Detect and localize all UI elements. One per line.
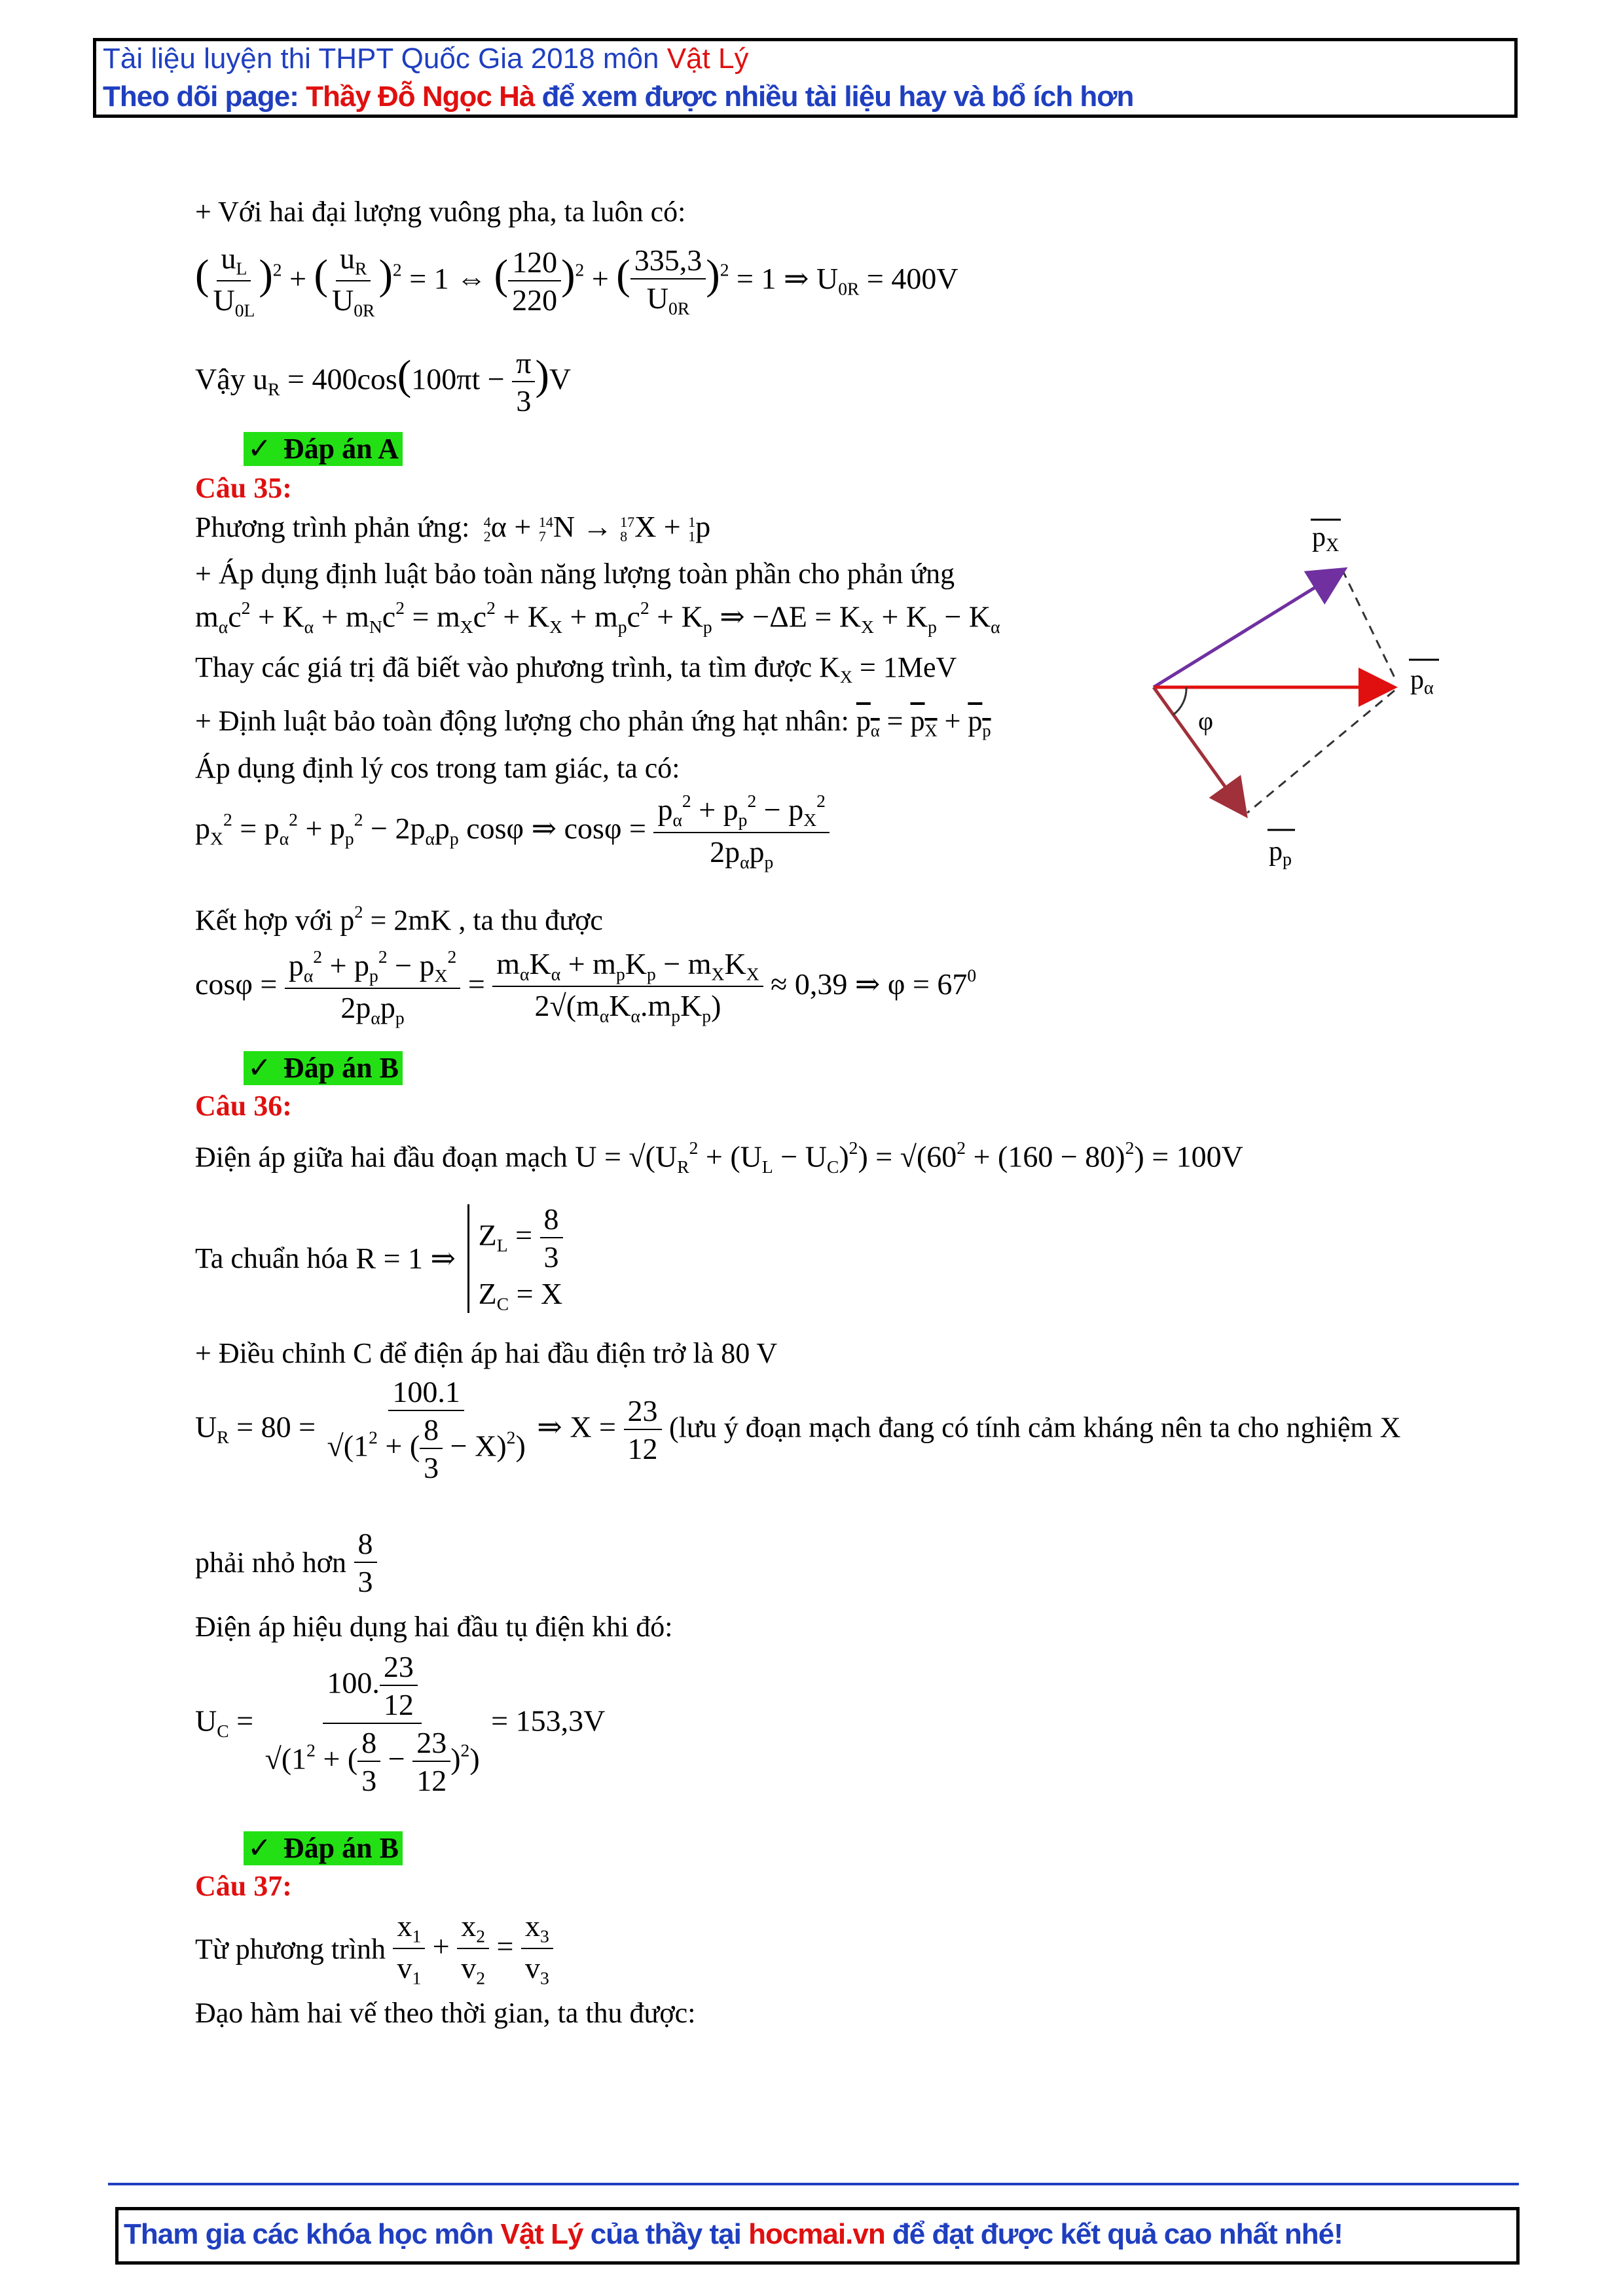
equation-x-over-v: Từ phương trình $\frac{x_1}{v_1}$ + $\frac{x_2}{v_2}$ = $\frac{x_3}{v_3}$ bbox=[195, 1911, 553, 1988]
site-link[interactable]: hocmai.vn bbox=[748, 2218, 885, 2250]
text-line: + Với hai đại lượng vuông pha, ta luôn có: bbox=[195, 196, 686, 228]
equation-energy: $m_\alpha c^2 + K_\alpha + m_Nc^2 = m_Xc^2 + K_X + m_pc^2 + K_p$ ⇒ $-\Delta E = K_X + K_p - K_\alpha$ bbox=[195, 598, 1000, 637]
header-line-1: Tài liệu luyện thi THPT Quốc Gia 2018 môn Vật Lý bbox=[103, 43, 749, 75]
equation-normalize: Ta chuẩn hóa R = 1 ⇒ $Z_L$ = $\frac{8}{3}$ $Z_C = X$ bbox=[195, 1202, 563, 1314]
dashed-line bbox=[1342, 569, 1395, 677]
question-title: Câu 37: bbox=[195, 1870, 292, 1902]
teacher-link[interactable]: Thầy Đỗ Ngọc Hà bbox=[306, 81, 535, 113]
check-icon: ✓ bbox=[247, 1051, 272, 1085]
footer-text: Tham gia các khóa học môn Vật Lý của thầy tại hocmai.vn để đạt được kết quả cao nhất nhé! bbox=[124, 2218, 1343, 2250]
page-footer bbox=[115, 2207, 1520, 2265]
equation-U: Điện áp giữa hai đầu đoạn mạch $U = √(U_R^2 + (U_L - U_C)^2) = √(60^2 + (160 - 80)^2) = 100V$ bbox=[195, 1138, 1243, 1177]
vector-pX bbox=[1154, 571, 1342, 687]
label-pp: pp bbox=[1269, 836, 1292, 870]
momentum-vector-diagram bbox=[1126, 511, 1467, 877]
equation-cos-law: $p_X^2 = p_\alpha^2 + p_p^2 - 2p_\alpha p_p$ cosφ ⇒ cosφ = $p_\alpha^2 + p_p^2 - p_X^2$ $2p_\alpha p_p$ bbox=[195, 792, 830, 871]
header-line-2: Theo dõi page: Thầy Đỗ Ngọc Hà để xem được nhiều tài liệu hay và bổ ích hơn bbox=[103, 81, 1134, 113]
text-line: phải nhỏ hơn $\frac{8}{3}$ bbox=[195, 1529, 377, 1597]
dashed-line bbox=[1247, 691, 1395, 813]
equation-UR80: $U_R = 80$ = 100.1 $√(1^2$ + ( $\frac{8}{3}$ − X)$^2$) ⇒ X = $\frac{23}{12}$ (lưu ý đoạn mạch đang có tính cảm kháng nên ta cho nghiệm X bbox=[195, 1375, 1401, 1484]
question-title: Câu 36: bbox=[195, 1090, 292, 1122]
text-line: Đạo hàm hai vế theo thời gian, ta thu được: bbox=[195, 1997, 696, 2029]
equation-UC: $U_C$ = 100. $\frac{23}{12}$ $√(1^2$ + ( $\frac{8}{3}$ − $\frac{23}{12}$ )$^2$) = 153,3V bbox=[195, 1650, 606, 1797]
page-header bbox=[93, 38, 1518, 118]
equation-quadrature: ( $\frac{u_L}{U_{0L}}$ )$^2$ + ( $\frac{u_R}{U_{0R}}$ )$^2$ = 1 ⇔ ( $\frac{120}{220}$ )$^2$ + ( $\frac{335,3}{U_{0R}}$ )$^2$ = 1 ⇒ $U_{0R} = 400V$ bbox=[195, 242, 958, 321]
label-phi: φ bbox=[1198, 706, 1214, 736]
equation-cosphi: cosφ = $p_\alpha^2 + p_p^2 - p_X^2$ $2p_\alpha p_p$ = $m_\alpha K_\alpha + m_pK_p - m_XK_X$ $2√(m_\alpha K_\alpha.m_pK_p)$ ≈ 0,39 ⇒ $\varphi = 67^0$ bbox=[195, 946, 977, 1028]
reaction-equation: Phương trình phản ứng: 4 2 α + 14 7 N → 17 8 X + 1 1 p bbox=[195, 510, 711, 545]
answer-badge: ✓ Đáp án A bbox=[244, 432, 403, 466]
answer-badge: ✓ Đáp án B bbox=[244, 1051, 403, 1085]
equation-uR: Vậy $u_R = 400\cos(100\pi t$ − $\frac{\pi}{3}$ )V bbox=[195, 346, 572, 418]
text-line: Áp dụng định lý cos trong tam giác, ta có: bbox=[195, 752, 680, 784]
footer-divider bbox=[108, 2183, 1519, 2185]
text-line: Thay các giá trị đã biết vào phương trình, ta tìm được $K_X = 1MeV$ bbox=[195, 651, 957, 687]
answer-badge: ✓ Đáp án B bbox=[244, 1831, 403, 1865]
label-palpha: pα bbox=[1410, 665, 1434, 698]
text-line: + Định luật bảo toàn động lượng cho phản ứng hạt nhân: $p_\alpha = p_X + p_p$ bbox=[195, 705, 991, 741]
check-icon: ✓ bbox=[247, 432, 272, 465]
label-pX: pX bbox=[1312, 522, 1340, 556]
text-line: Điện áp hiệu dụng hai đầu tụ điện khi đó: bbox=[195, 1611, 673, 1643]
text-line: + Áp dụng định luật bảo toàn năng lượng toàn phần cho phản ứng bbox=[195, 558, 955, 590]
text-line: Kết hợp với $p^2 = 2mK$ , ta thu được bbox=[195, 902, 603, 937]
angle-arc bbox=[1173, 687, 1186, 715]
text-line: + Điều chỉnh C để điện áp hai đầu điện trở là 80 V bbox=[195, 1337, 778, 1369]
question-title: Câu 35: bbox=[195, 472, 292, 504]
check-icon: ✓ bbox=[247, 1831, 272, 1865]
